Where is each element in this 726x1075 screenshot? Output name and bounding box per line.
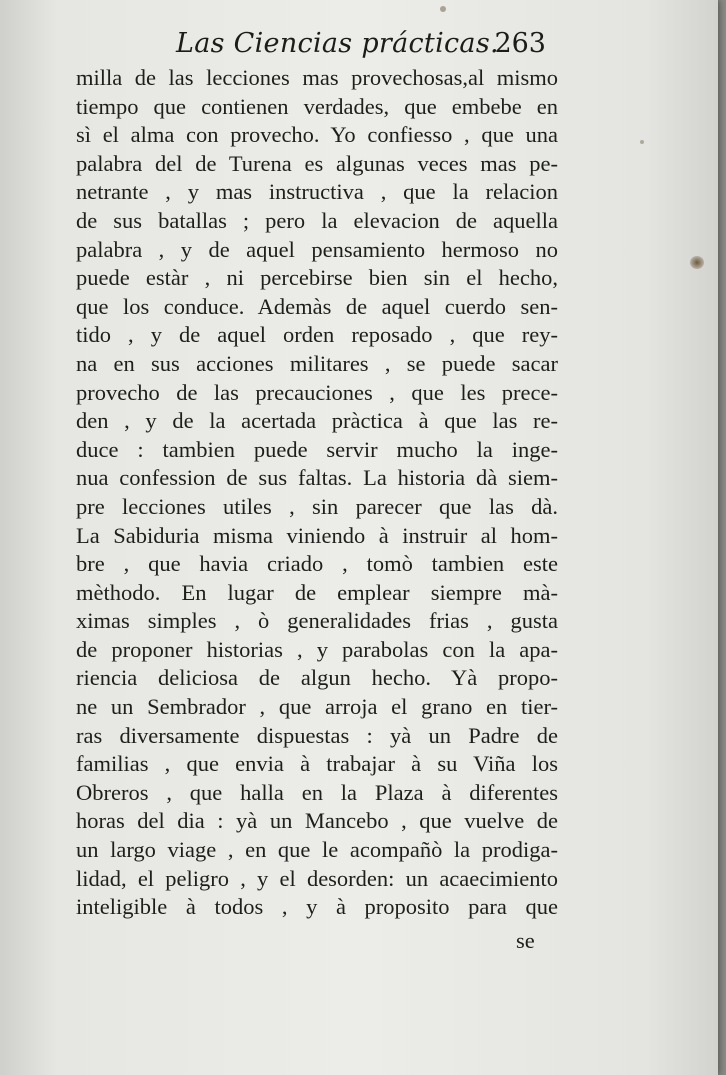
text-line: ras diversamente dispuestas : yà un Padre de (76, 722, 558, 748)
text-line: Obreros , que halla en la Plaza à diferentes (76, 779, 558, 805)
text-line: netrante , y mas instructiva , que la relacion (76, 179, 558, 205)
text-line: lidad, el peligro , y el desorden: un acaecimiento (76, 865, 558, 891)
body-text (76, 64, 558, 922)
text-line: palabra del de Turena es algunas veces mas pe- (76, 150, 558, 176)
paper-stain (440, 6, 446, 12)
text-line: tido , y de aquel orden reposado , que rey- (76, 322, 558, 348)
text-line: horas del dia : yà un Mancebo , que vuelve de (76, 808, 558, 834)
text-line: bre , que havia criado , tomò tambien este (76, 551, 558, 577)
text-line: mèthodo. En lugar de emplear siempre mà- (76, 579, 558, 605)
text-line: duce : tambien puede servir mucho la inge- (76, 436, 558, 462)
text-line: familias , que envia à trabajar à su Viña los (76, 751, 558, 777)
text-line: de sus batallas ; pero la elevacion de aquella (76, 207, 558, 233)
page-number: 263 (494, 28, 546, 59)
running-title: Las Ciencias prácticas. (176, 28, 499, 59)
text-line: ne un Sembrador , que arroja el grano en tier- (76, 694, 558, 720)
text-line: de proponer historias , y parabolas con la apa- (76, 636, 558, 662)
text-line: milla de las lecciones mas provechosas,al mismo (76, 65, 558, 90)
paper-stain (690, 256, 704, 269)
text-line: nua confession de sus faltas. La historia dà siem- (76, 465, 558, 491)
page-header (176, 28, 546, 68)
text-line: ximas simples , ò generalidades frias , gusta (76, 608, 558, 634)
text-line: un largo viage , en que le acompañò la prodiga- (76, 837, 558, 863)
text-line: La Sabiduria misma viniendo à instruir al hom- (76, 522, 558, 548)
text-line: tiempo que contienen verdades, que embebe en (76, 93, 558, 119)
catchword: se (516, 928, 535, 953)
text-line: que los conduce. Ademàs de aquel cuerdo sen- (76, 293, 558, 319)
text-line: sì el alma con provecho. Yo confiesso , que una (76, 122, 558, 148)
text-line: inteligible à todos , y à proposito para que (76, 894, 558, 920)
text-line: pre lecciones utiles , sin parecer que las dà. (76, 493, 558, 519)
paper-stain (640, 140, 644, 144)
text-line: na en sus acciones militares , se puede sacar (76, 350, 558, 376)
text-line: den , y de la acertada pràctica à que las re- (76, 408, 558, 434)
text-line: puede estàr , ni percebirse bien sin el hecho, (76, 265, 558, 291)
text-line: palabra , y de aquel pensamiento hermoso no (76, 236, 558, 262)
text-line: provecho de las precauciones , que les prece- (76, 379, 558, 405)
text-line: riencia deliciosa de algun hecho. Yà propo- (76, 665, 558, 691)
